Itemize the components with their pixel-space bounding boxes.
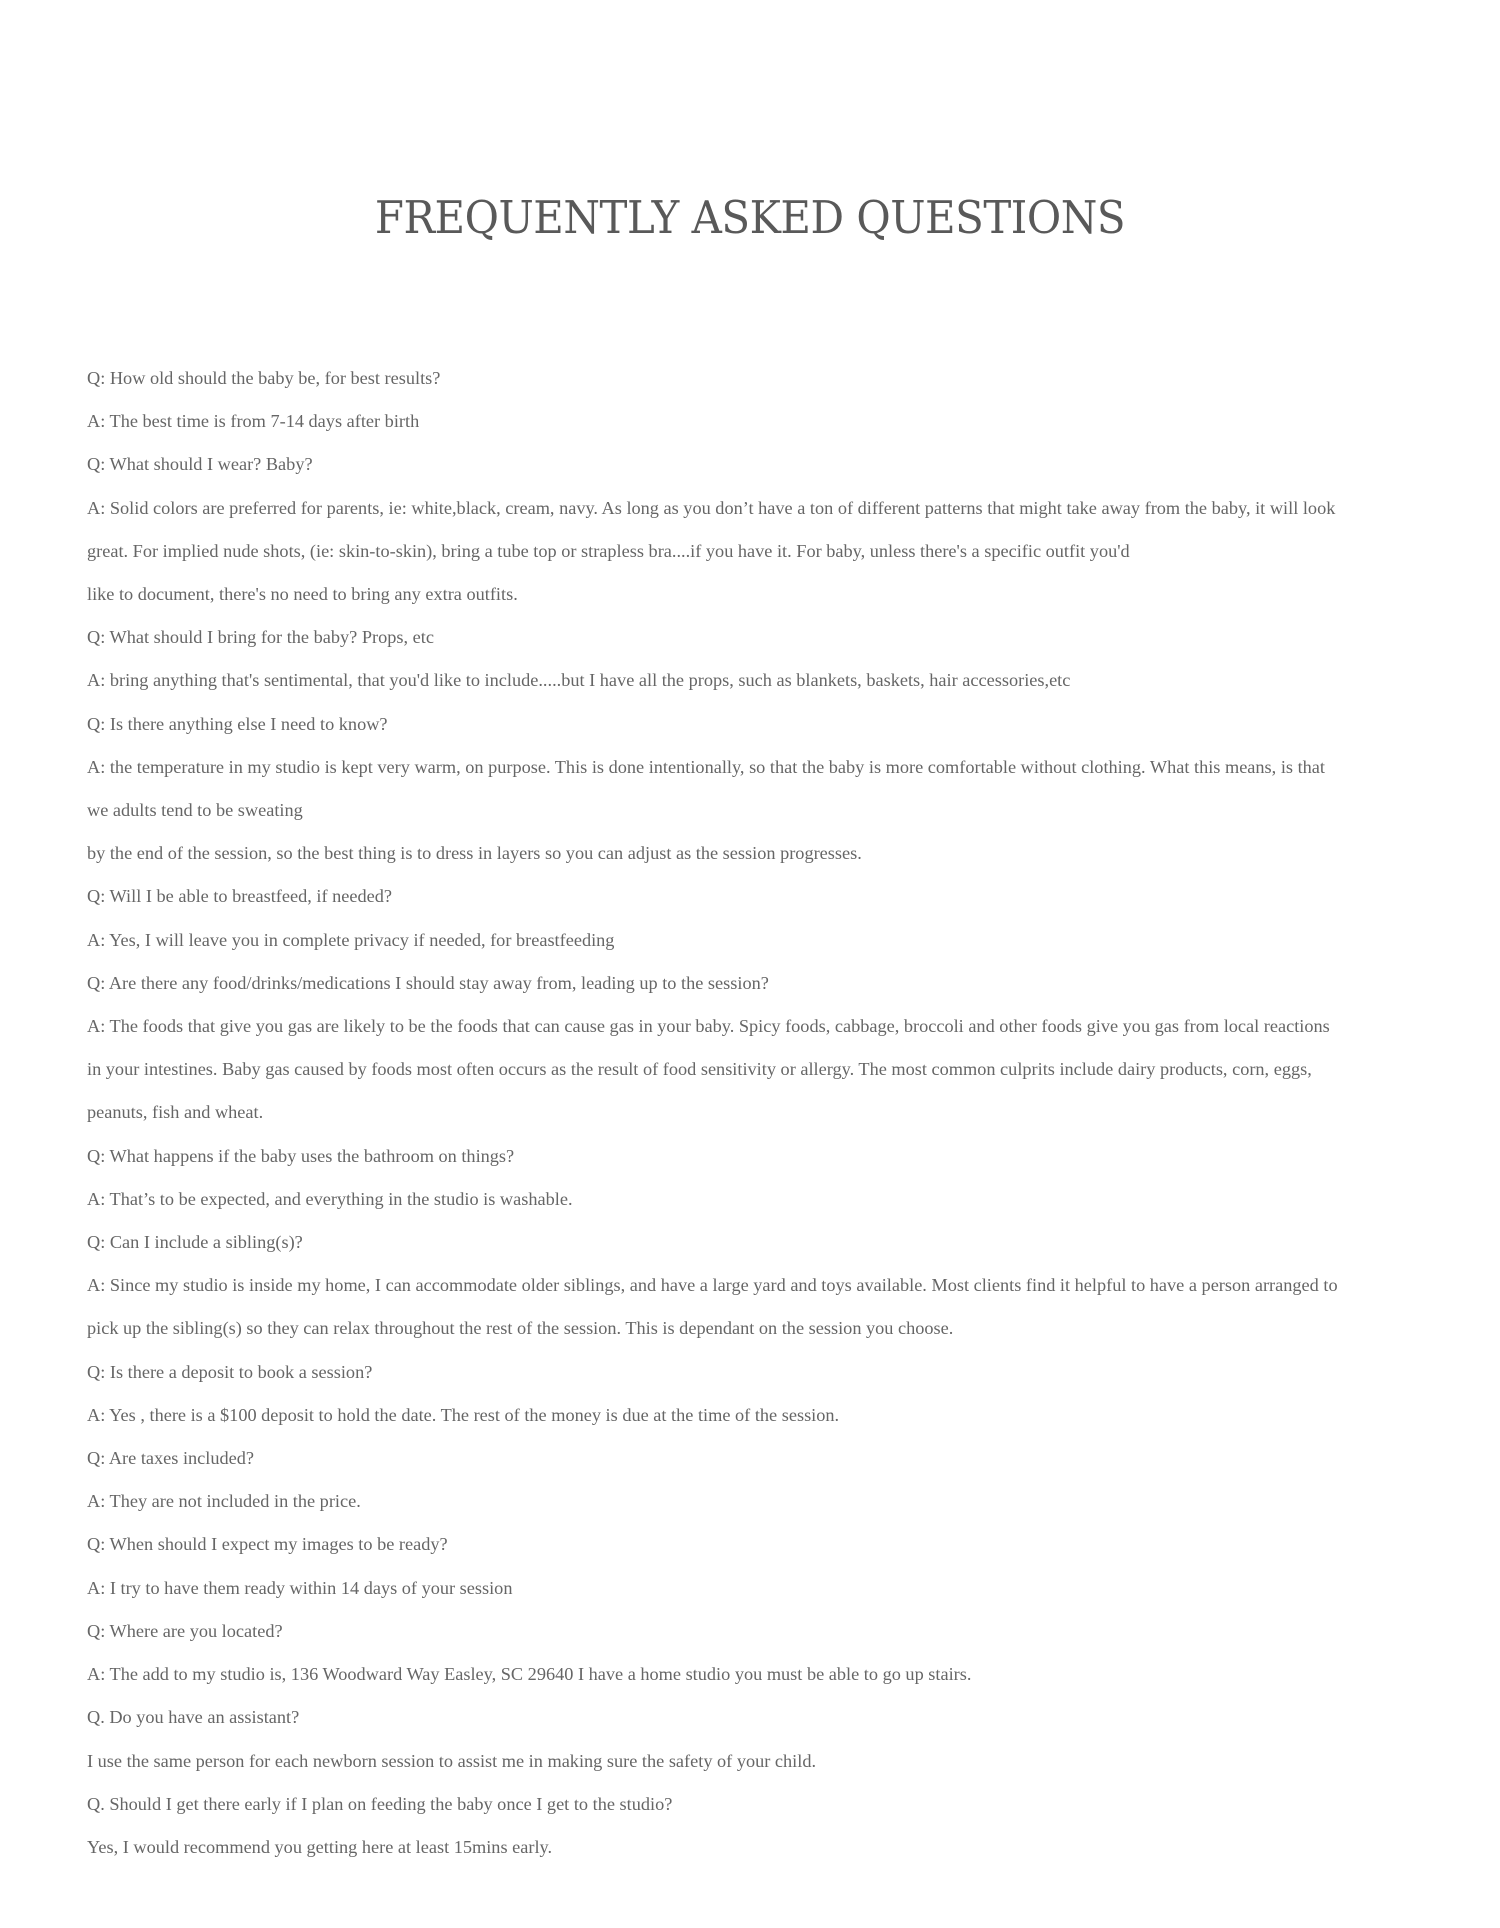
page-title: FREQUENTLY ASKED QUESTIONS — [374, 191, 1126, 244]
faq-question: Q: How old should the baby be, for best results? — [87, 368, 441, 388]
faq-question: Q: Is there anything else I need to know? — [87, 713, 388, 734]
faq-question: Q: What should I wear? Baby? — [87, 454, 313, 475]
faq-answer-continued: by the end of the session, so the best thing is to dress in layers so you can adjust as the session progresses. — [87, 843, 862, 864]
faq-answer-continued: pick up the sibling(s) so they can relax throughout the rest of the session. This is dependant on the session you choose. — [87, 1318, 954, 1339]
faq-list — [87, 357, 1427, 1869]
faq-question: Q. Should I get there early if I plan on feeding the baby once I get to the studio? — [87, 1793, 673, 1814]
faq-answer: A: The add to my studio is, 136 Woodward Way Easley, SC 29640 I have a home studio you must be able to go up stairs. — [87, 1664, 972, 1685]
faq-answer: A: the temperature in my studio is kept very warm, on purpose. This is done intentionally, so that the baby is more comfortable without clothing. What this means, is that — [87, 756, 1325, 777]
faq-question: Q: Where are you located? — [87, 1620, 283, 1641]
faq-question: Q: What should I bring for the baby? Props, etc — [87, 627, 434, 648]
faq-answer: A: The foods that give you gas are likely to be the foods that can cause gas in your baby. Spicy foods, cabbage, broccoli and other foods give you gas from local reactions — [87, 1016, 1330, 1037]
faq-answer: A: bring anything that's sentimental, that you'd like to include.....but I have all the props, such as blankets, baskets, hair accessories,etc — [87, 670, 1071, 691]
faq-answer: A: They are not included in the price. — [87, 1491, 361, 1512]
faq-question: Q: When should I expect my images to be ready? — [87, 1534, 448, 1555]
faq-answer-continued: like to document, there's no need to bring any extra outfits. — [87, 584, 518, 605]
faq-answer: A: Since my studio is inside my home, I can accommodate older siblings, and have a large yard and toys available. Most clients find it helpful to have a person arranged to — [87, 1275, 1338, 1296]
faq-answer-continued: in your intestines. Baby gas caused by foods most often occurs as the result of food sensitivity or allergy. The most common culprits include dairy products, corn, eggs, — [87, 1059, 1312, 1080]
faq-answer-continued: we adults tend to be sweating — [87, 800, 303, 821]
faq-answer: Yes, I would recommend you getting here at least 15mins early. — [87, 1836, 553, 1857]
faq-answer: A: That’s to be expected, and everything in the studio is washable. — [87, 1188, 573, 1209]
faq-question: Q: Is there a deposit to book a session? — [87, 1361, 373, 1382]
faq-answer-continued: great. For implied nude shots, (ie: skin-to-skin), bring a tube top or strapless bra....if you have it. For baby, unless there's a specific outfit you'd — [87, 540, 1130, 561]
faq-answer: A: Yes, I will leave you in complete privacy if needed, for breastfeeding — [87, 929, 615, 950]
faq-question: Q: Will I be able to breastfeed, if needed? — [87, 886, 393, 907]
faq-answer: A: The best time is from 7-14 days after birth — [87, 411, 420, 432]
faq-answer: A: Solid colors are preferred for parents, ie: white,black, cream, navy. As long as you don’t have a ton of different patterns that might take away from the baby, it will look — [87, 497, 1336, 518]
faq-question: Q: Are taxes included? — [87, 1448, 255, 1469]
faq-answer: A: I try to have them ready within 14 days of your session — [87, 1577, 513, 1598]
faq-question: Q. Do you have an assistant? — [87, 1707, 300, 1728]
faq-answer: A: Yes , there is a $100 deposit to hold the date. The rest of the money is due at the time of the session. — [87, 1404, 840, 1425]
faq-answer: I use the same person for each newborn session to assist me in making sure the safety of your child. — [87, 1750, 817, 1771]
faq-question: Q: What happens if the baby uses the bathroom on things? — [87, 1145, 515, 1166]
faq-answer-continued: peanuts, fish and wheat. — [87, 1102, 264, 1123]
faq-question: Q: Can I include a sibling(s)? — [87, 1232, 303, 1253]
faq-question: Q: Are there any food/drinks/medications I should stay away from, leading up to the session? — [87, 972, 769, 993]
